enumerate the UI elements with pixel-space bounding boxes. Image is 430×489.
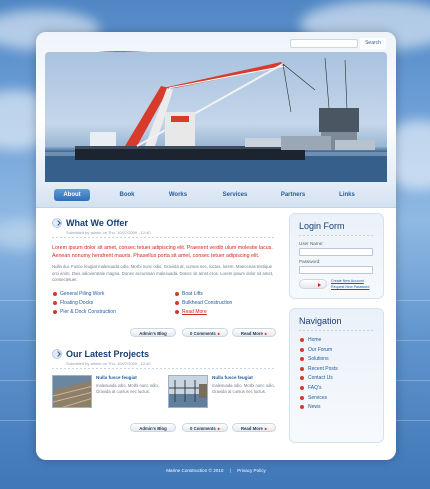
side-nav-solutions[interactable]: Solutions xyxy=(299,355,374,365)
login-form xyxy=(289,213,384,299)
project-text: malesuada odio. Morbi nunc odio, Gravida at cursus nec luctus. xyxy=(96,382,159,394)
admin-blog-button[interactable] xyxy=(130,423,176,432)
project-thumbnail[interactable] xyxy=(52,375,92,408)
main-nav xyxy=(36,182,396,208)
spacer xyxy=(52,338,276,348)
offer-links xyxy=(52,290,276,326)
arrow-right-icon: ▸ xyxy=(264,330,268,336)
nav-item-about[interactable]: About xyxy=(54,189,90,201)
offer-read-more-link[interactable]: Read More xyxy=(174,308,232,317)
offer-title-text: What We Offer xyxy=(66,218,128,228)
nav-item-partners[interactable]: Partners xyxy=(280,192,306,198)
nav-item-book[interactable]: Book xyxy=(119,192,135,198)
side-nav-home[interactable]: Home xyxy=(299,336,374,346)
read-more-button[interactable] xyxy=(232,423,276,432)
side-nav-contact[interactable]: Contact Us xyxy=(299,374,374,384)
read-more-button[interactable] xyxy=(232,328,276,337)
admin-blog-label: Admin's Blog xyxy=(139,330,167,336)
divider xyxy=(299,330,374,331)
section-arrow-icon xyxy=(52,218,62,228)
username-field[interactable] xyxy=(299,248,373,256)
project-title-link[interactable]: Nulla fusce feugiat xyxy=(212,374,253,380)
offer-links-right xyxy=(174,290,232,317)
comments-label: 0 Comments xyxy=(190,330,216,336)
username-label: User Name: xyxy=(299,241,324,246)
offer-link[interactable]: Pier & Dock Construction xyxy=(52,308,116,317)
pier-photo-icon xyxy=(53,376,92,408)
comments-button[interactable] xyxy=(182,423,228,432)
crane-barge-illustration xyxy=(45,52,387,183)
projects-submitted: Submitted by admin on Thu, 10/07/2009 - 12:40 xyxy=(66,360,151,366)
footer-separator: | xyxy=(229,468,231,473)
nav-item-links[interactable]: Links xyxy=(339,192,355,198)
projects-button-row xyxy=(52,423,276,433)
request-password-link[interactable]: Request New Password xyxy=(331,285,370,289)
project-text: malesuada odio. Morbi nunc odio, Gravida at cursus nec luctus. xyxy=(212,382,275,394)
nav-item-services[interactable]: Services xyxy=(222,192,248,198)
nav-item-works[interactable]: Works xyxy=(168,192,188,198)
comments-label: 0 Comments xyxy=(190,425,216,431)
create-account-link[interactable]: Create New Account xyxy=(331,279,364,283)
offer-link[interactable]: Boat Lifts xyxy=(174,290,232,299)
sidebar xyxy=(289,213,384,443)
side-nav-services[interactable]: Services xyxy=(299,394,374,404)
search-input[interactable] xyxy=(290,39,358,48)
search-button[interactable]: Search xyxy=(360,38,386,49)
login-actions xyxy=(299,278,374,292)
admin-blog-button[interactable] xyxy=(130,328,176,337)
divider xyxy=(52,237,276,238)
admin-blog-label: Admin's Blog xyxy=(139,425,167,431)
offer-links-left xyxy=(52,290,116,317)
project-thumbnail[interactable] xyxy=(168,375,208,408)
privacy-policy-link[interactable]: Privacy Policy xyxy=(237,468,266,473)
login-button[interactable] xyxy=(299,279,327,289)
footer xyxy=(36,468,396,473)
arrow-right-icon: ▸ xyxy=(217,425,220,431)
side-nav-faq[interactable]: FAQ's xyxy=(299,384,374,394)
header xyxy=(36,32,396,182)
projects-list xyxy=(52,375,276,421)
dock-photo-icon xyxy=(169,376,208,408)
project-item xyxy=(168,375,276,419)
project-item xyxy=(52,375,160,419)
offer-lead-text: Lorem ipsum dolor sit amet, consec tetuer adipiscing elit. Praesent vestib ulum molestie lacus. Aenean nonumy hendrerit mauris. Phasellus porta sit amet, consec tetuer adipiscing elit. xyxy=(52,245,273,259)
arrow-right-icon: ▸ xyxy=(264,425,268,431)
projects-title xyxy=(52,348,276,360)
offer-button-row xyxy=(52,328,276,338)
password-label: Password: xyxy=(299,259,321,264)
navigation-box xyxy=(289,308,384,443)
side-nav-news[interactable]: News xyxy=(299,403,374,413)
hero-image xyxy=(45,52,387,183)
offer-link[interactable]: General Piling Work xyxy=(52,290,116,299)
offer-body-text: Nulla dui. Fusce feugiat malesuada odio. Morbi nunc odio, Gravida at, cursus nec, luctus, lorem. Maecenas tristique orci enim. Duis odioventrale magna. Donec accumsan malesuada. Donec sit amet eros. Lorem ipsum dolor sit amet, consectetuer. xyxy=(52,264,274,282)
project-title-link[interactable]: Nulla fusce feugiat xyxy=(96,374,137,380)
arrow-right-icon: ▸ xyxy=(217,330,220,336)
main-content xyxy=(52,217,276,433)
section-arrow-icon xyxy=(52,349,62,359)
side-nav-forum[interactable]: Our Forum xyxy=(299,346,374,356)
divider xyxy=(52,368,276,369)
login-title: Login Form xyxy=(299,221,345,231)
projects-title-text: Our Latest Projects xyxy=(66,348,150,359)
offer-link[interactable]: Bulkhead Construction xyxy=(174,299,232,308)
read-more-label: Read More xyxy=(240,330,263,336)
offer-title xyxy=(52,217,276,229)
comments-button[interactable] xyxy=(182,328,228,337)
offer-link[interactable]: Floating Docks xyxy=(52,299,116,308)
page-container xyxy=(36,32,396,460)
navigation-title: Navigation xyxy=(299,316,342,326)
read-more-label: Read More xyxy=(240,425,263,431)
divider xyxy=(299,235,374,236)
side-nav-recent-posts[interactable]: Recent Posts xyxy=(299,365,374,375)
footer-copyright: Marine Construction © 2010 xyxy=(166,468,224,473)
offer-submitted: Submitted by admin on Thu, 10/07/2009 - 12:40 xyxy=(66,230,151,235)
password-field[interactable] xyxy=(299,266,373,274)
